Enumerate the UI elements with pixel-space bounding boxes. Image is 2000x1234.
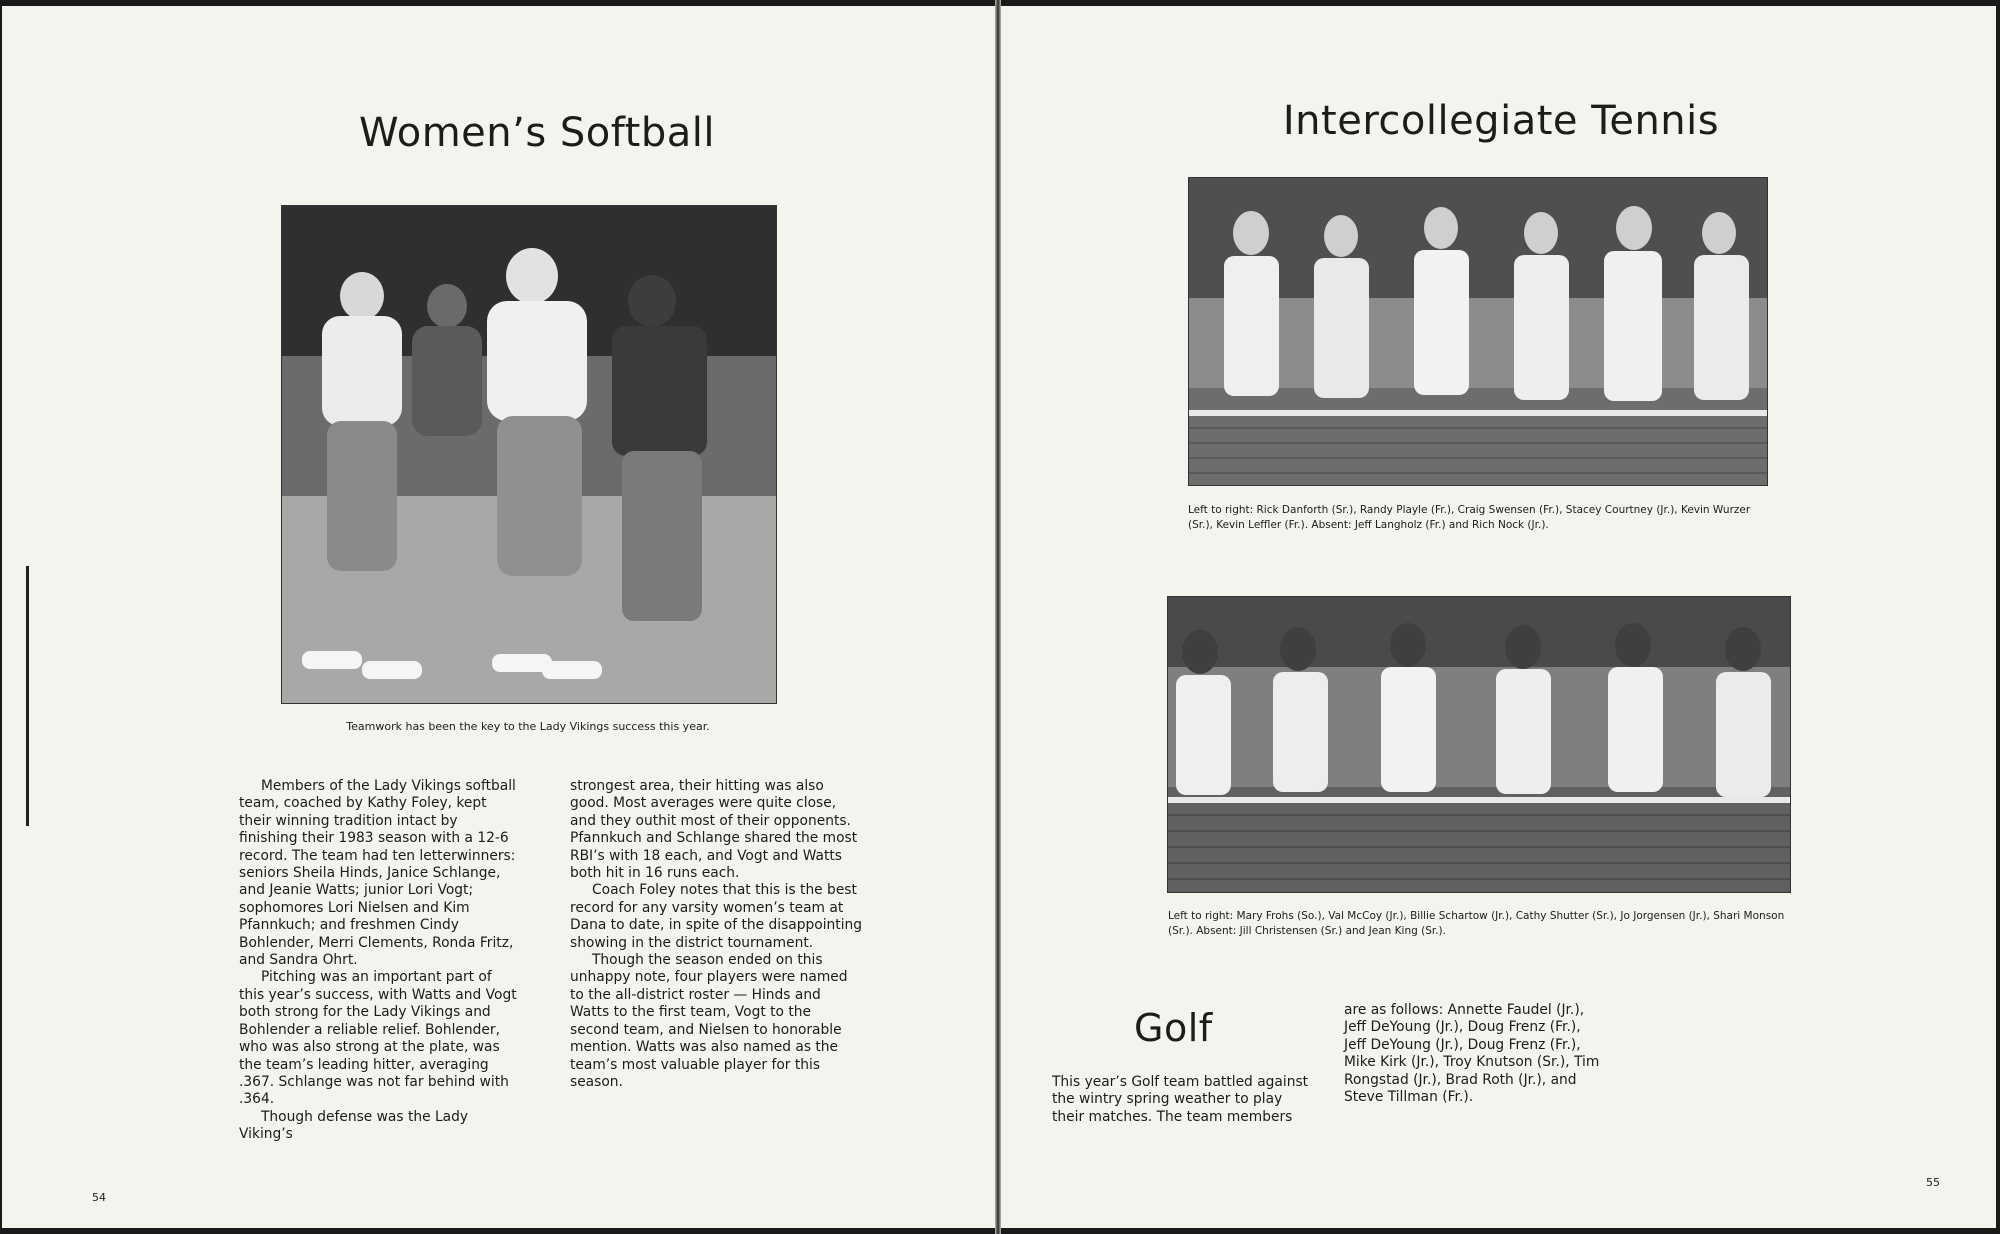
- article-paragraph: Coach Foley notes that this is the best record for any varsity women’s team at Dana to date, in spite of the disappointing showing in the district tournament.: [570, 882, 863, 951]
- tennis-title: Intercollegiate Tennis: [1282, 98, 1720, 144]
- page-number: 54: [92, 1191, 106, 1204]
- softball-article-column-2: [570, 778, 863, 1091]
- article-paragraph: Pitching was an important part of this year’s success, with Watts and Vogt both strong for the Lady Vikings and Bohlender a reliable relief. Bohlender, who was also strong at the plate, was the team’s leading hitter, averaging .367. Schlange was not far behind with .364.: [239, 969, 517, 1108]
- golf-article-column-1: This year’s Golf team battled against the wintry spring weather to play their matches. The team members: [1052, 1074, 1309, 1125]
- women-tennis-team-photo: [1167, 596, 1791, 893]
- left-page: [2, 6, 995, 1228]
- article-paragraph: Though defense was the Lady Viking’s: [239, 1108, 469, 1143]
- softball-team-photo: [281, 205, 777, 704]
- article-paragraph: Though the season ended on this unhappy note, four players were named to the all-district roster — Hinds and Watts to the first team, Vogt to the second team, and Nielsen to honorable mention. Watts was also named as the team’s most valuable player for this season.: [570, 952, 848, 1090]
- article-paragraph: Members of the Lady Vikings softball team, coached by Kathy Foley, kept their winning tradition intact by finishing their 1983 season with a 12-6 record. The team had ten letterwinners: seniors Sheila Hinds, Janice Schlange, and Jeanie Watts; junior Lori Vogt; sophomores Lori Nielsen and Kim Pfannkuch; and freshmen Cindy Bohlender, Merri Clements, Ronda Fritz, and Sandra Ohrt.: [239, 778, 516, 969]
- men-tennis-team-photo: [1188, 177, 1768, 486]
- article-paragraph: strongest area, their hitting was also good. Most averages were quite close, and they outhit most of their opponents. Pfannkuch and Schlange shared the most RBI’s with 18 each, and Vogt and Watts both hit in 16 runs each.: [570, 778, 858, 882]
- page-edge-mark: [26, 566, 29, 826]
- golf-article-column-2: are as follows: Annette Faudel (Jr.), Jeff DeYoung (Jr.), Doug Frenz (Fr.), Jeff DeYoung (Jr.), Doug Frenz (Fr.), Mike Kirk (Jr.), Troy Knutson (Sr.), Tim Rongstad (Jr.), Brad Roth (Jr.), and Steve Tillman (Fr.).: [1344, 1002, 1600, 1106]
- page-number: 55: [1926, 1176, 1940, 1189]
- right-page: [1001, 6, 1996, 1228]
- golf-title: Golf: [1134, 1006, 1213, 1050]
- softball-title: Women’s Softball: [359, 110, 715, 156]
- women-tennis-caption: Left to right: Mary Frohs (So.), Val McCoy (Jr.), Billie Schartow (Jr.), Cathy Shutter (Sr.), Jo Jorgensen (Jr.), Shari Monson (Sr.). Absent: Jill Christensen (Sr.) and Jean King (Sr.).: [1168, 910, 1785, 937]
- softball-photo-caption: Teamwork has been the key to the Lady Vikings success this year.: [346, 720, 710, 733]
- men-tennis-caption: Left to right: Rick Danforth (Sr.), Randy Playle (Fr.), Craig Swensen (Fr.), Stacey Courtney (Jr.), Kevin Wurzer (Sr.), Kevin Leffler (Fr.). Absent: Jeff Langholz (Fr.) and Rich Nock (Jr.).: [1188, 504, 1751, 531]
- softball-article-column-1: [239, 778, 517, 1144]
